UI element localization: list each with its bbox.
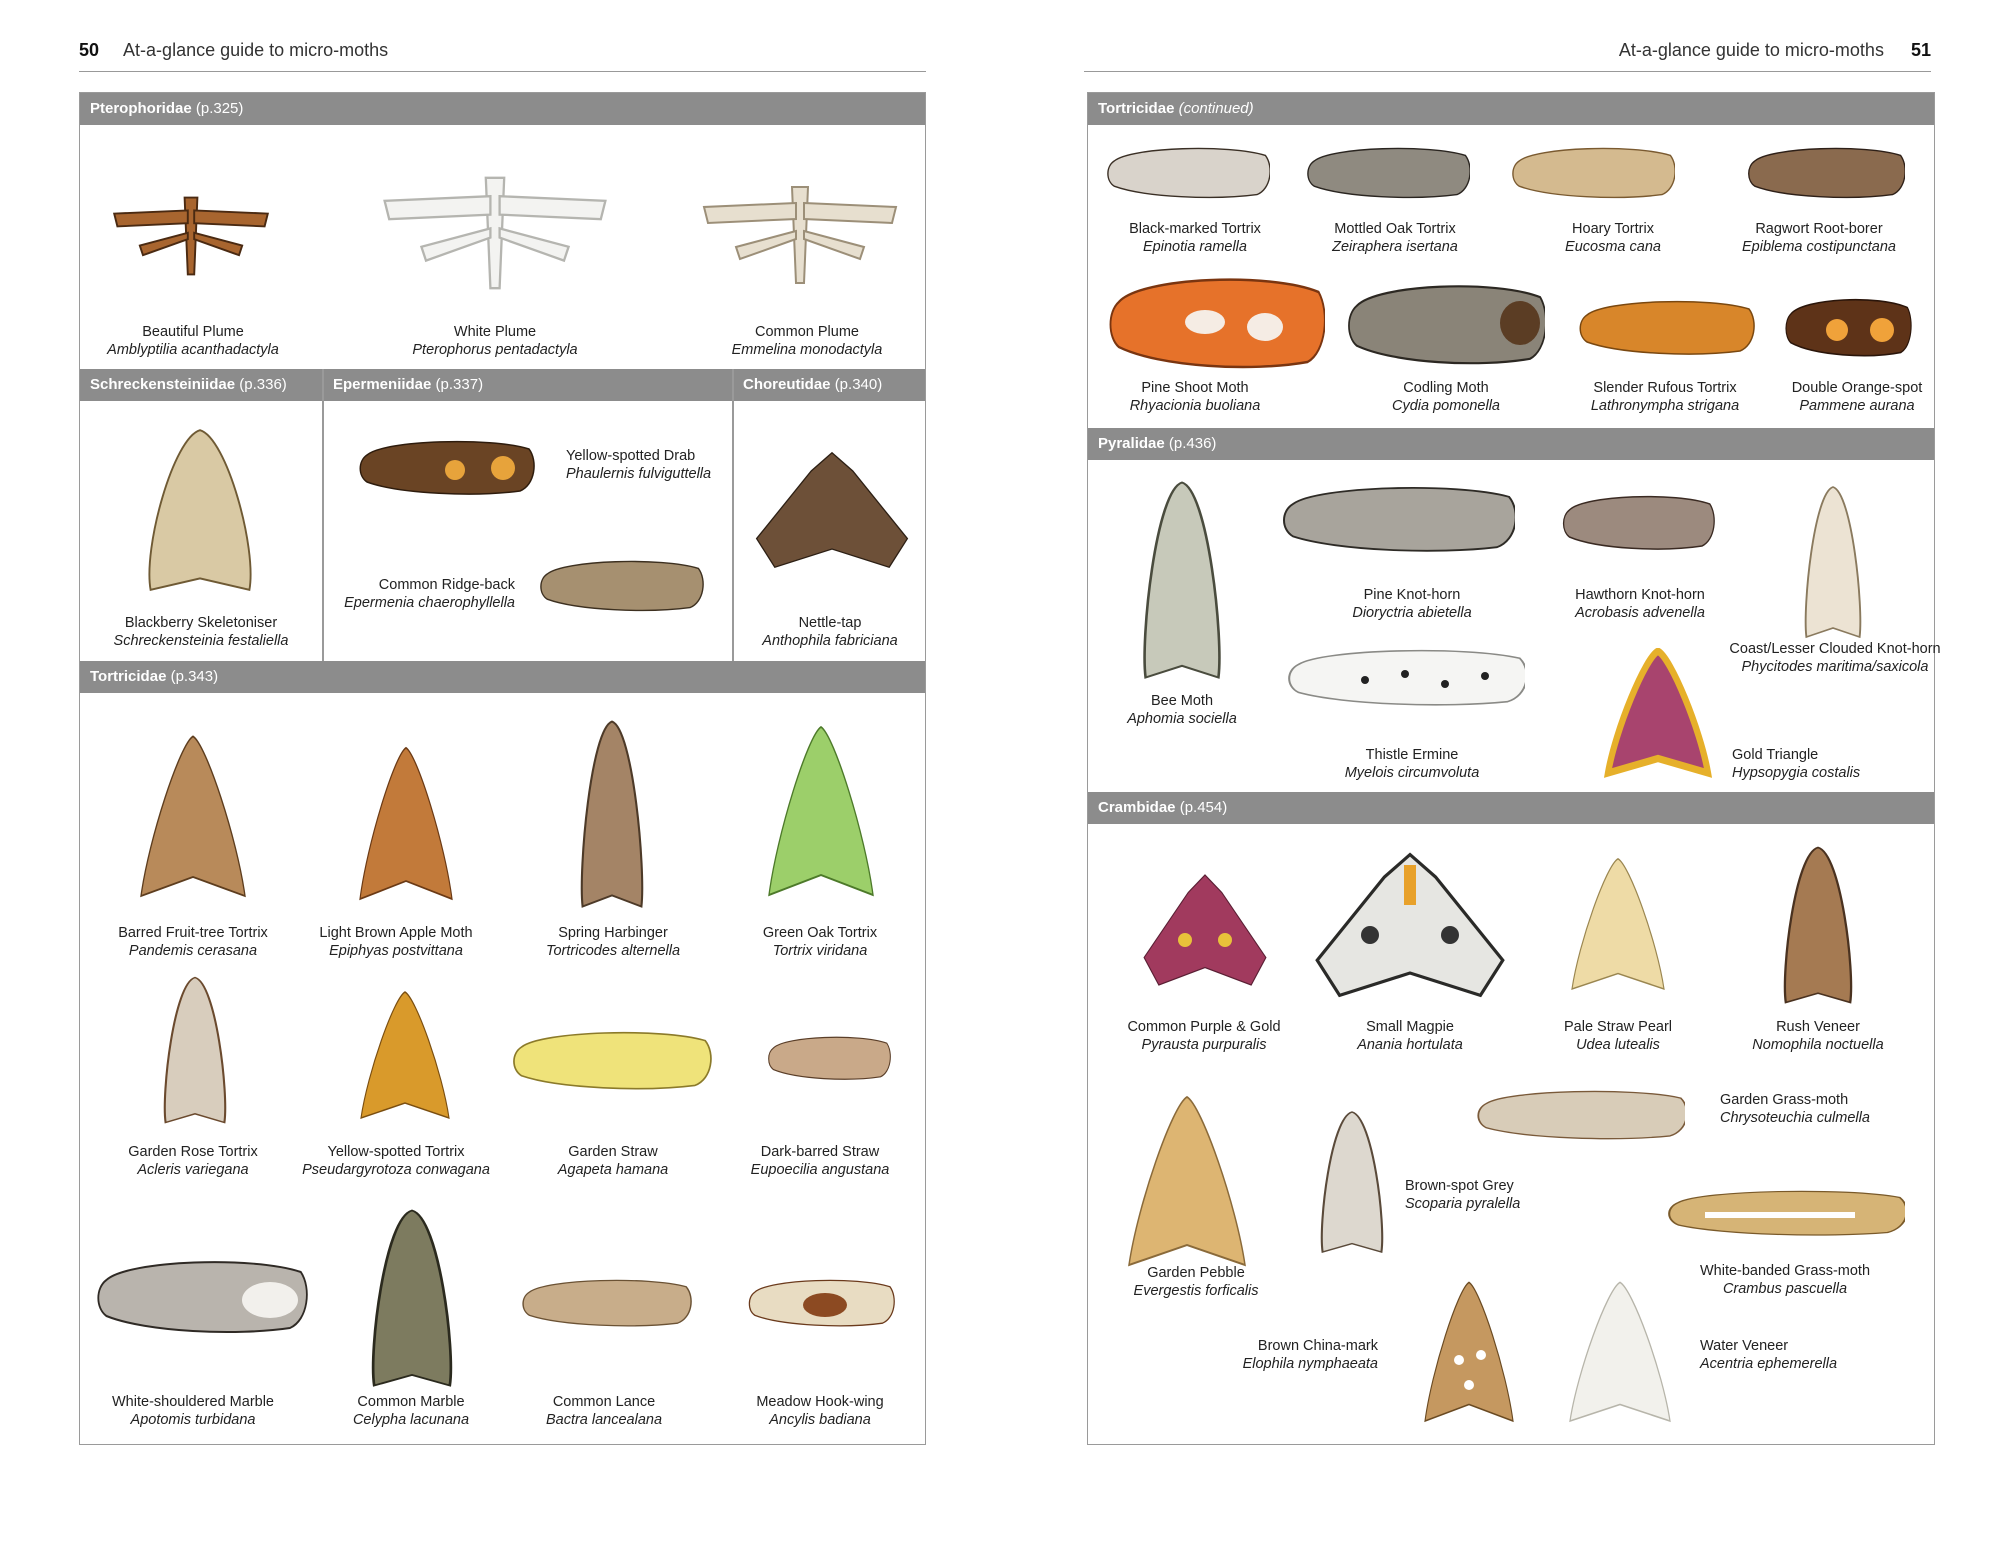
species-label-barred-fruit-tree-tortrix: Barred Fruit-tree Tortrix Pandemis cerasana: [118, 925, 268, 959]
species-label-codling-moth: Codling Moth Cydia pomonella: [1391, 380, 1500, 414]
beautiful-plume-illustration: [96, 150, 286, 290]
garden-grass-moth-illustration: [1475, 1082, 1685, 1152]
codling-moth-illustration: [1345, 280, 1545, 375]
thistle-ermine-illustration: [1285, 645, 1525, 715]
page-header-left: [79, 40, 926, 72]
section-header-tortricidae: Tortricidae (p.343): [80, 661, 925, 693]
rush-veneer-illustration: [1778, 845, 1858, 1005]
light-brown-apple-moth-illustration: [356, 745, 456, 910]
species-label-slender-rufous-tortrix: Slender Rufous Tortrix Lathronympha strigana: [1590, 380, 1740, 414]
water-veneer-illustration: [1565, 1280, 1675, 1430]
hoary-tortrix-illustration: [1510, 140, 1675, 210]
species-label-hoary-tortrix: Hoary Tortrix Eucosma cana: [1565, 221, 1661, 255]
common-ridge-back-illustration: [525, 548, 715, 628]
pine-knot-horn-illustration: [1280, 480, 1515, 565]
species-label-bee-moth: Bee Moth Aphomia sociella: [1127, 693, 1237, 727]
species-label-green-oak-tortrix: Green Oak Tortrix Tortrix viridana: [762, 925, 878, 959]
species-label-garden-straw: Garden Straw Agapeta hamana: [557, 1144, 669, 1178]
small-magpie-illustration: [1315, 850, 1505, 1000]
black-marked-tortrix-illustration: [1105, 140, 1270, 210]
species-label-pine-shoot-moth: Pine Shoot Moth Rhyacionia buoliana: [1129, 380, 1261, 414]
yellow-spotted-tortrix-illustration: [355, 990, 455, 1125]
column-divider: [322, 369, 324, 661]
page-title: At-a-glance guide to micro-moths: [1618, 40, 1884, 60]
page-number: 50: [79, 40, 100, 60]
brown-spot-grey-illustration: [1315, 1110, 1390, 1255]
species-label-brown-spot-grey: Brown-spot Grey Scoparia pyralella: [1405, 1178, 1521, 1212]
nettle-tap-illustration: [752, 420, 912, 600]
slender-rufous-tortrix-illustration: [1575, 295, 1755, 365]
species-label-yellow-spotted-tortrix: Yellow-spotted Tortrix Pseudargyrotoza conwagana: [302, 1144, 490, 1178]
species-label-common-plume: Common Plume Emmelina monodactyla: [731, 324, 883, 358]
green-oak-tortrix-illustration: [766, 720, 876, 910]
species-label-nettle-tap: Nettle-tap Anthophila fabriciana: [762, 615, 898, 649]
section-header-crambidae: Crambidae (p.454): [1088, 792, 1934, 824]
species-label-yellow-spotted-drab: Yellow-spotted Drab Phaulernis fulviguttella: [566, 448, 712, 482]
white-plume-illustration: [370, 130, 620, 290]
spring-harbinger-illustration: [557, 718, 667, 910]
species-label-garden-rose-tortrix: Garden Rose Tortrix Acleris variegana: [128, 1144, 258, 1178]
species-label-white-plume: White Plume Pterophorus pentadactyla: [412, 324, 578, 358]
gold-triangle-illustration: [1598, 648, 1718, 783]
species-label-blackberry-skeletoniser: Blackberry Skeletoniser Schreckensteinia festaliella: [113, 615, 289, 649]
double-orange-spot-illustration: [1782, 298, 1912, 363]
species-label-common-ridge-back: Common Ridge-back Epermenia chaerophyllella: [344, 577, 515, 611]
section-header-pyralidae: Pyralidae (p.436): [1088, 428, 1934, 460]
garden-straw-illustration: [500, 1018, 720, 1108]
species-label-black-marked-tortrix: Black-marked Tortrix Epinotia ramella: [1129, 221, 1261, 255]
dark-barred-straw-illustration: [763, 1030, 893, 1090]
species-label-rush-veneer: Rush Veneer Nomophila noctuella: [1752, 1019, 1884, 1053]
species-label-brown-china-mark: Brown China-mark Elophila nymphaeata: [1242, 1338, 1378, 1372]
species-label-common-purple-and-gold: Common Purple & Gold Pyrausta purpuralis: [1127, 1019, 1281, 1053]
species-label-dark-barred-straw: Dark-barred Straw Eupoecilia angustana: [750, 1144, 890, 1178]
hawthorn-knot-horn-illustration: [1560, 490, 1715, 560]
species-label-garden-pebble: Garden Pebble Evergestis forficalis: [1133, 1265, 1259, 1299]
species-label-small-magpie: Small Magpie Anania hortulata: [1357, 1019, 1463, 1053]
barred-fruit-tree-tortrix-illustration: [138, 730, 248, 910]
common-lance-illustration: [515, 1265, 695, 1345]
species-label-beautiful-plume: Beautiful Plume Amblyptilia acanthadactyla: [107, 324, 279, 358]
section-header-pterophoridae: Pterophoridae (p.325): [80, 93, 925, 125]
page-number: 51: [1910, 40, 1931, 60]
brown-china-mark-illustration: [1422, 1280, 1517, 1430]
page-title: At-a-glance guide to micro-moths: [123, 40, 389, 60]
species-label-gold-triangle: Gold Triangle Hypsopygia costalis: [1732, 747, 1861, 781]
species-label-ragwort-root-borer: Ragwort Root-borer Epiblema costipunctana: [1742, 221, 1896, 255]
species-label-garden-grass-moth: Garden Grass-moth Chrysoteuchia culmella: [1720, 1092, 1870, 1126]
page-header-right: [1084, 40, 1931, 72]
species-label-white-banded-grass-moth: White-banded Grass-moth Crambus pascuella: [1699, 1263, 1871, 1297]
species-label-pine-knot-horn: Pine Knot-horn Dioryctria abietella: [1352, 587, 1472, 621]
species-label-white-shouldered-marble: White-shouldered Marble Apotomis turbidana: [112, 1394, 274, 1428]
meadow-hook-wing-illustration: [745, 1270, 895, 1340]
section-header-tortricidae-continued: Tortricidae (continued): [1088, 93, 1934, 125]
bee-moth-illustration: [1135, 480, 1230, 680]
section-header-epermeniidae: Epermeniidae (p.337): [323, 369, 732, 401]
section-header-schreckensteiniidae: Schreckensteiniidae (p.336): [80, 369, 323, 401]
species-label-pale-straw-pearl: Pale Straw Pearl Udea lutealis: [1564, 1019, 1672, 1053]
species-label-common-marble: Common Marble Celypha lacunana: [352, 1394, 470, 1428]
species-label-light-brown-apple-moth: Light Brown Apple Moth Epiphyas postvittana: [319, 925, 473, 959]
species-label-water-veneer: Water Veneer Acentria ephemerella: [1700, 1338, 1838, 1372]
yellow-spotted-drab-illustration: [330, 420, 560, 520]
white-banded-grass-moth-illustration: [1665, 1183, 1905, 1248]
species-label-mottled-oak-tortrix: Mottled Oak Tortrix Zeiraphera isertana: [1332, 221, 1458, 255]
blackberry-skeletoniser-illustration: [125, 410, 275, 610]
species-label-double-orange-spot: Double Orange-spot Pammene aurana: [1791, 380, 1923, 414]
white-shouldered-marble-illustration: [90, 1250, 310, 1350]
mottled-oak-tortrix-illustration: [1305, 140, 1470, 210]
coast-lesser-clouded-knot-horn-illustration: [1798, 485, 1868, 640]
pine-shoot-moth-illustration: [1105, 272, 1325, 382]
species-label-spring-harbinger: Spring Harbinger Tortricodes alternella: [545, 925, 681, 959]
garden-pebble-illustration: [1125, 1095, 1250, 1275]
species-label-thistle-ermine: Thistle Ermine Myelois circumvoluta: [1344, 747, 1480, 781]
species-label-common-lance: Common Lance Bactra lancealana: [545, 1394, 663, 1428]
section-header-choreutidae: Choreutidae (p.340): [733, 369, 925, 401]
common-plume-illustration: [690, 145, 910, 285]
common-purple-and-gold-illustration: [1140, 870, 1270, 990]
species-label-coast-lesser-clouded-knot-horn: Coast/Lesser Clouded Knot-horn Phycitodes maritima/saxicola: [1729, 641, 1941, 675]
garden-rose-tortrix-illustration: [155, 975, 235, 1125]
pale-straw-pearl-illustration: [1568, 855, 1668, 1000]
species-label-meadow-hook-wing: Meadow Hook-wing Ancylis badiana: [756, 1394, 884, 1428]
common-marble-illustration: [355, 1208, 470, 1388]
ragwort-root-borer-illustration: [1745, 140, 1905, 210]
species-label-hawthorn-knot-horn: Hawthorn Knot-horn Acrobasis advenella: [1575, 587, 1705, 621]
